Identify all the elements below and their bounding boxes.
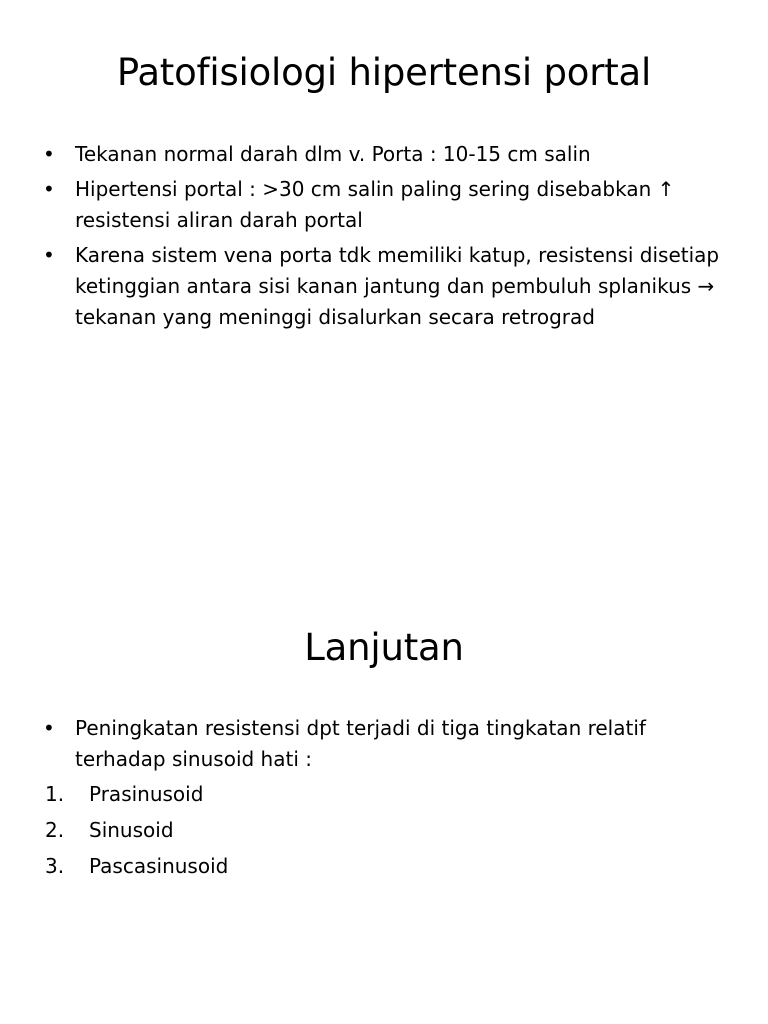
number-marker: 1.	[45, 782, 65, 806]
slide-title: Lanjutan	[304, 626, 464, 669]
numbered-item	[0, 779, 768, 810]
bullet-list	[0, 139, 768, 337]
bullet-icon: •	[43, 243, 55, 267]
numbered-item	[0, 815, 768, 846]
list-item	[0, 139, 768, 170]
list-item-text: Karena sistem vena porta tdk memiliki katup, resistensi disetiap ketinggian antara sisi kanan jantung dan pembuluh splanikus → tekanan yang meninggi disalurkan secara retrograd	[75, 243, 720, 329]
list-item-text: Peningkatan resistensi dpt terjadi di tiga tingkatan relatif terhadap sinusoid hati :	[75, 716, 646, 771]
slide-lanjutan	[0, 512, 768, 1024]
numbered-item-text: Pascasinusoid	[89, 854, 229, 878]
slide-title: Patofisiologi hipertensi portal	[116, 51, 652, 94]
list-item-text: Tekanan normal darah dlm v. Porta : 10-15 cm salin	[75, 142, 591, 166]
bullet-icon: •	[43, 177, 55, 201]
number-marker: 2.	[45, 818, 65, 842]
numbered-item	[0, 851, 768, 882]
number-marker: 3.	[45, 854, 65, 878]
bullet-icon: •	[43, 142, 55, 166]
bullet-icon: •	[43, 716, 55, 740]
list-item-text: Hipertensi portal : >30 cm salin paling sering disebabkan ↑ resistensi aliran darah portal	[75, 177, 675, 232]
numbered-item-text: Sinusoid	[89, 818, 174, 842]
list-item	[0, 174, 768, 236]
list-item	[0, 240, 768, 333]
numbered-item-text: Prasinusoid	[89, 782, 204, 806]
bullet-list	[0, 713, 768, 887]
list-item	[0, 713, 768, 775]
